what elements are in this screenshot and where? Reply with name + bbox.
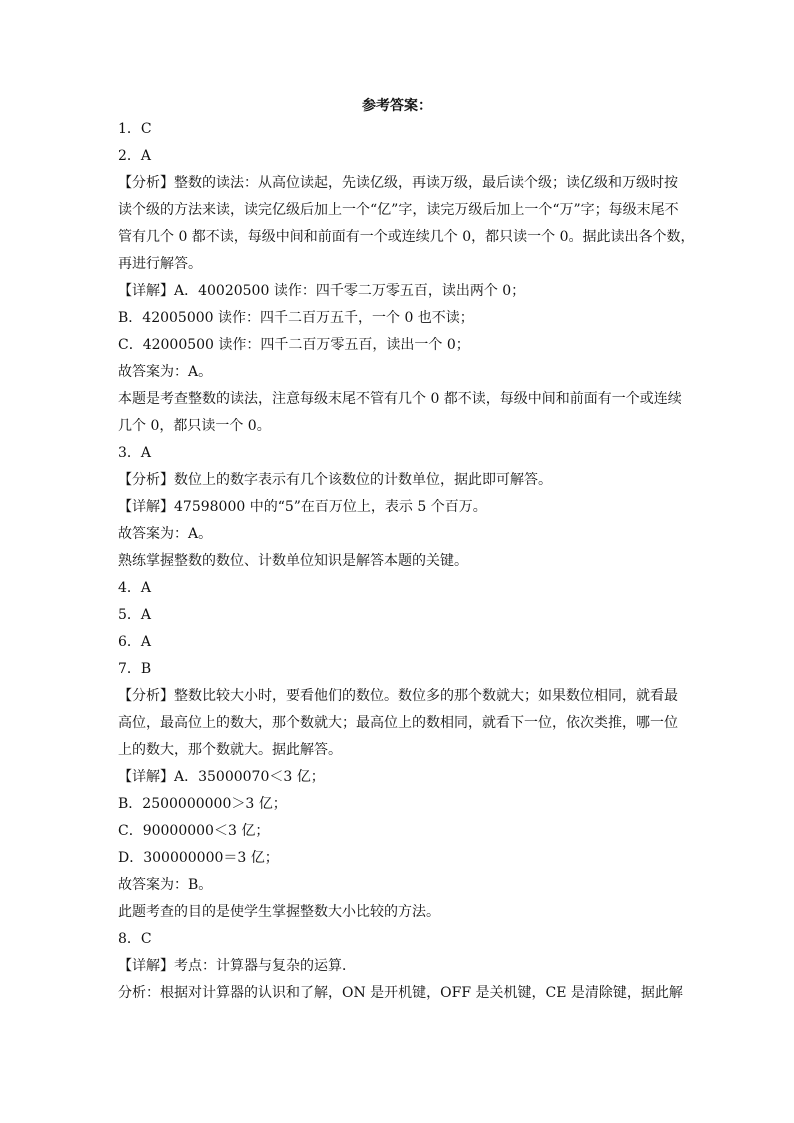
detail-line: B．2500000000＞3 亿； — [118, 796, 287, 812]
summary-line: 几个 0，都只读一个 0。 — [118, 418, 271, 434]
analysis-line: 分析：根据对计算器的认识和了解，ON 是开机键，OFF 是关机键，CE 是清除键，据此解 — [118, 985, 683, 1001]
analysis-line: 【分析】数位上的数字表示有几个该数位的计数单位，据此即可解答。 — [118, 472, 552, 488]
summary-line: 本题是考查整数的读法，注意每级末尾不管有几个 0 都不读，每级中间和前面有一个或连续 — [118, 391, 682, 407]
answer-line: 4．A — [118, 580, 152, 596]
summary-line: 熟练掌握整数的数位、计数单位知识是解答本题的关键。 — [118, 553, 468, 569]
answer-line: 6．A — [118, 634, 152, 650]
detail-line: C．90000000＜3 亿； — [118, 823, 270, 839]
answer-line: 2．A — [118, 148, 152, 164]
analysis-line: 管有几个 0 都不读，每级中间和前面有一个或连续几个 0，都只读一个 0。据此读出各个数， — [118, 229, 695, 245]
answer-line: 5．A — [118, 607, 152, 623]
detail-line: 【详解】A．35000070＜3 亿； — [118, 769, 325, 785]
detail-line: B．42005000 读作：四千二百万五千，一个 0 也不读； — [118, 310, 474, 326]
analysis-line: 上的数大，那个数就大。据此解答。 — [118, 742, 342, 758]
summary-line: 此题考查的目的是使学生掌握整数大小比较的方法。 — [118, 904, 440, 920]
detail-line: 【详解】47598000 中的“5”在百万位上，表示 5 个百万。 — [118, 499, 487, 515]
detail-line: 【详解】考点：计算器与复杂的运算． — [118, 958, 356, 974]
detail-line: D．300000000＝3 亿； — [118, 850, 279, 866]
analysis-line: 【分析】整数比较大小时，要看他们的数位。数位多的那个数就大；如果数位相同，就看最 — [118, 688, 678, 704]
answer-content — [118, 116, 695, 1007]
answer-statement: 故答案为：A。 — [118, 364, 213, 380]
answer-statement: 故答案为：B。 — [118, 877, 213, 893]
answer-line: 3．A — [118, 445, 152, 461]
answer-statement: 故答案为：A。 — [118, 526, 213, 542]
detail-line: 【详解】A．40020500 读作：四千零二万零五百，读出两个 0； — [118, 283, 526, 299]
analysis-line: 【分析】整数的读法：从高位读起，先读亿级，再读万级，最后读个级；读亿级和万级时按 — [118, 175, 678, 191]
answer-line: 7．B — [118, 661, 152, 677]
detail-line: C．42000500 读作：四千二百万零五百，读出一个 0； — [118, 337, 470, 353]
answer-line: 1．C — [118, 121, 152, 137]
analysis-line: 读个级的方法来读，读完亿级后加上一个“亿”字，读完万级后加上一个“万”字；每级末尾不 — [118, 202, 679, 218]
analysis-line: 再进行解答。 — [118, 256, 202, 272]
analysis-line: 高位，最高位上的数大，那个数就大；最高位上的数相同，就看下一位，依次类推，哪一位 — [118, 715, 678, 731]
page-title: 参考答案： — [362, 98, 432, 114]
answer-line: 8．C — [118, 931, 152, 947]
